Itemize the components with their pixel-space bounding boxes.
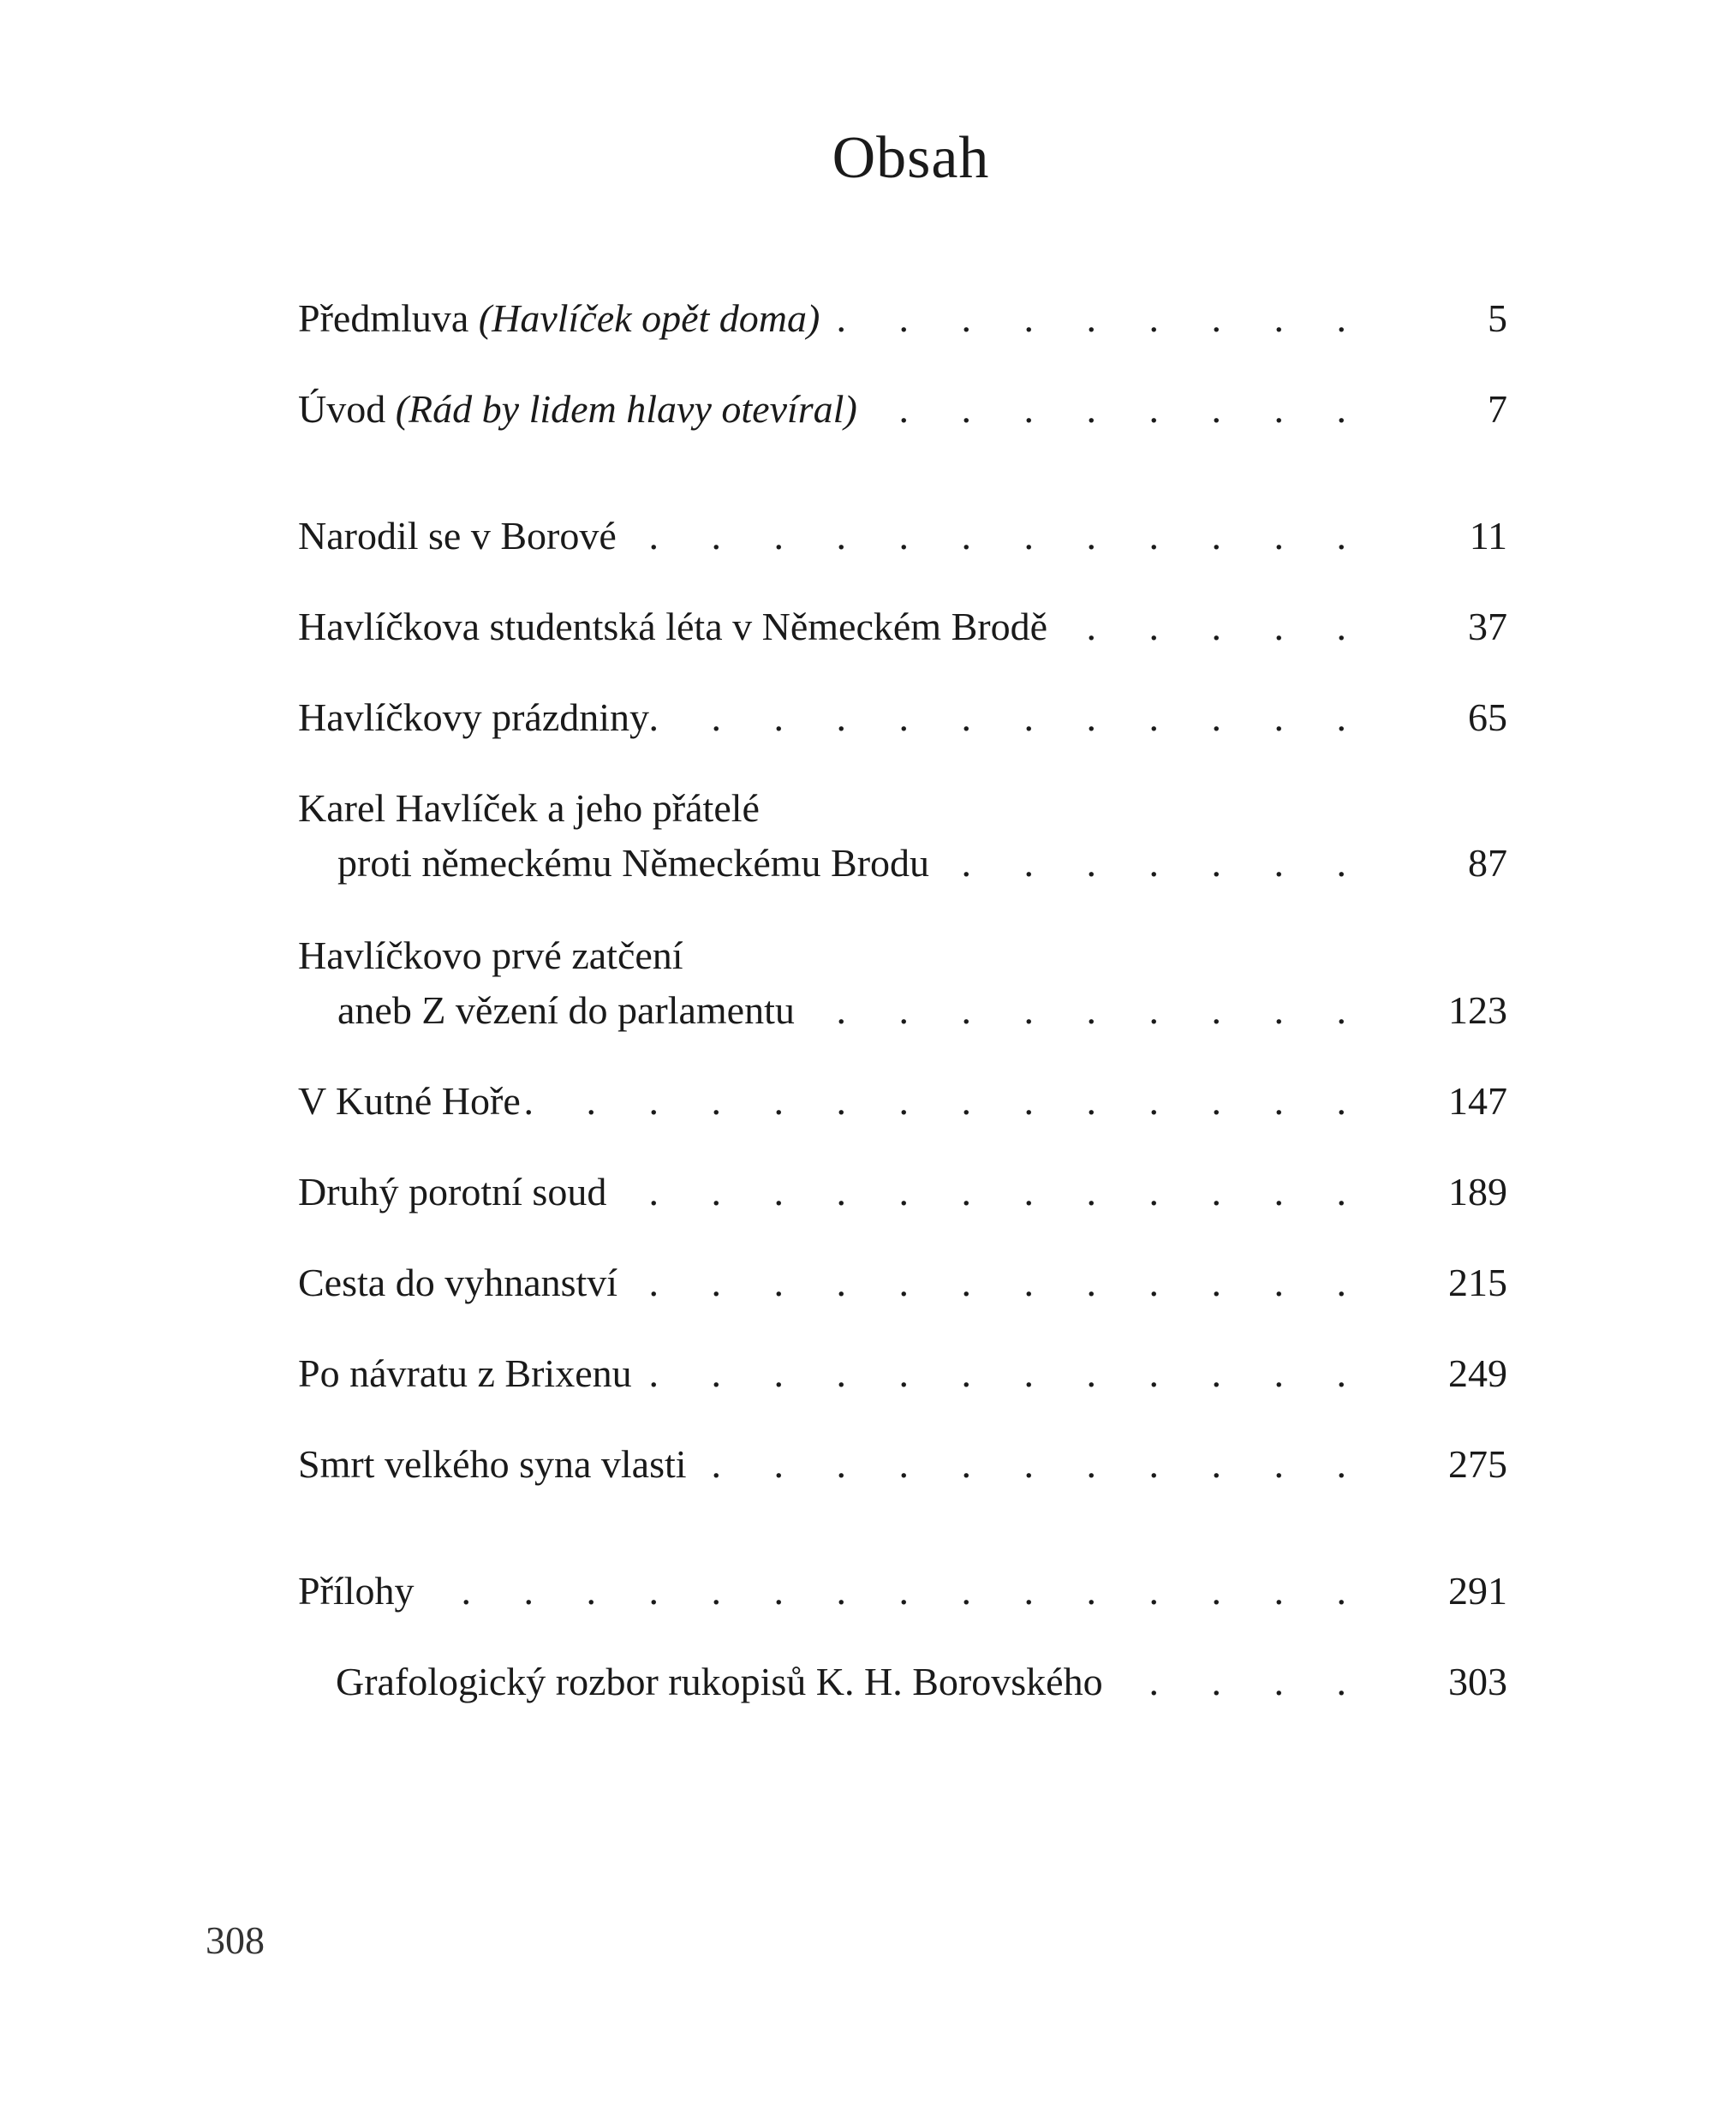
toc-entry-page: 215	[1448, 1261, 1507, 1304]
toc-entry-narodil-se[interactable]	[298, 509, 1507, 564]
toc-entry-porotni-soud[interactable]	[298, 1165, 1507, 1220]
toc-entry-page: 7	[1488, 387, 1507, 431]
dot-leader	[687, 1437, 1439, 1492]
toc-entry-page: 275	[1448, 1442, 1507, 1486]
toc-entry-page: 87	[1468, 841, 1507, 885]
toc-entry-page: 37	[1468, 605, 1507, 648]
toc-entry-page: 303	[1448, 1660, 1507, 1703]
toc-entry-title-continued: aneb Z vězení do parlamentu	[298, 983, 795, 1038]
toc-entry-title: Předmluva	[298, 296, 469, 340]
dot-leader	[617, 1255, 1439, 1310]
toc-entry-title: Přílohy	[298, 1564, 414, 1619]
toc-entry-vyhnanstvi[interactable]	[298, 1255, 1507, 1310]
toc-entry-title: V Kutné Hoře	[298, 1074, 521, 1129]
toc-entry-page: 123	[1448, 988, 1507, 1032]
dot-leader	[857, 382, 1439, 437]
page-number: 308	[206, 1918, 265, 1962]
toc-entry-uvod[interactable]	[298, 382, 1507, 437]
toc-entry-title: Úvod	[298, 387, 386, 431]
toc-entry-subtitle: (Rád by lidem hlavy otevíral)	[395, 387, 857, 431]
toc-entry-smrt[interactable]	[298, 1437, 1507, 1492]
dot-leader	[606, 1165, 1439, 1220]
toc-entry-title: Havlíčkovy prázdniny	[298, 690, 649, 745]
dot-leader	[1103, 1655, 1439, 1709]
toc-entry-title: Karel Havlíček a jeho přátelé	[298, 786, 760, 830]
toc-entry-page: 11	[1469, 514, 1507, 558]
toc-entry-zatceni[interactable]	[298, 928, 1507, 1038]
toc-entry-title: Havlíčkova studentská léta v Německém Brodě	[298, 599, 1047, 654]
toc-entry-page: 5	[1488, 296, 1507, 340]
dot-leader	[521, 1074, 1439, 1129]
dot-leader	[820, 291, 1439, 346]
toc-entry-subtitle: (Havlíček opět doma)	[478, 296, 820, 340]
toc-entry-kutna-hora[interactable]	[298, 1074, 1507, 1129]
dot-leader	[795, 983, 1439, 1038]
toc-entry-page: 147	[1448, 1079, 1507, 1123]
dot-leader	[414, 1564, 1439, 1619]
toc-entry-prazdniny[interactable]	[298, 690, 1507, 745]
toc-entry-page: 291	[1448, 1569, 1507, 1613]
toc-entry-title: Po návratu z Brixenu	[298, 1346, 632, 1401]
dot-leader	[1047, 599, 1439, 654]
toc-entry-prilohy[interactable]	[298, 1564, 1507, 1619]
dot-leader	[929, 836, 1439, 891]
table-of-contents	[298, 0, 1507, 2123]
toc-entry-page: 249	[1448, 1351, 1507, 1395]
toc-entry-title: Grafologický rozbor rukopisů K. H. Borovského	[298, 1655, 1103, 1709]
toc-entry-page: 65	[1468, 695, 1507, 739]
toc-entry-title-continued: proti německému Německému Brodu	[298, 836, 929, 891]
toc-entry-title: Narodil se v Borové	[298, 509, 617, 564]
toc-entry-grafologicky-rozbor[interactable]	[298, 1655, 1507, 1709]
dot-leader	[632, 1346, 1439, 1401]
toc-entry-title: Havlíčkovo prvé zatčení	[298, 933, 683, 977]
toc-entry-predmluva[interactable]	[298, 291, 1507, 346]
toc-entry-brixen[interactable]	[298, 1346, 1507, 1401]
toc-entry-title: Smrt velkého syna vlasti	[298, 1437, 687, 1492]
page-title: Obsah	[832, 125, 990, 191]
dot-leader	[617, 509, 1439, 564]
toc-entry-page: 189	[1448, 1170, 1507, 1214]
toc-entry-studentska-leta[interactable]	[298, 599, 1507, 654]
toc-entry-title: Druhý porotní soud	[298, 1165, 606, 1220]
toc-entry-pratele[interactable]	[298, 781, 1507, 891]
dot-leader	[649, 690, 1439, 745]
toc-entry-title: Cesta do vyhnanství	[298, 1255, 617, 1310]
